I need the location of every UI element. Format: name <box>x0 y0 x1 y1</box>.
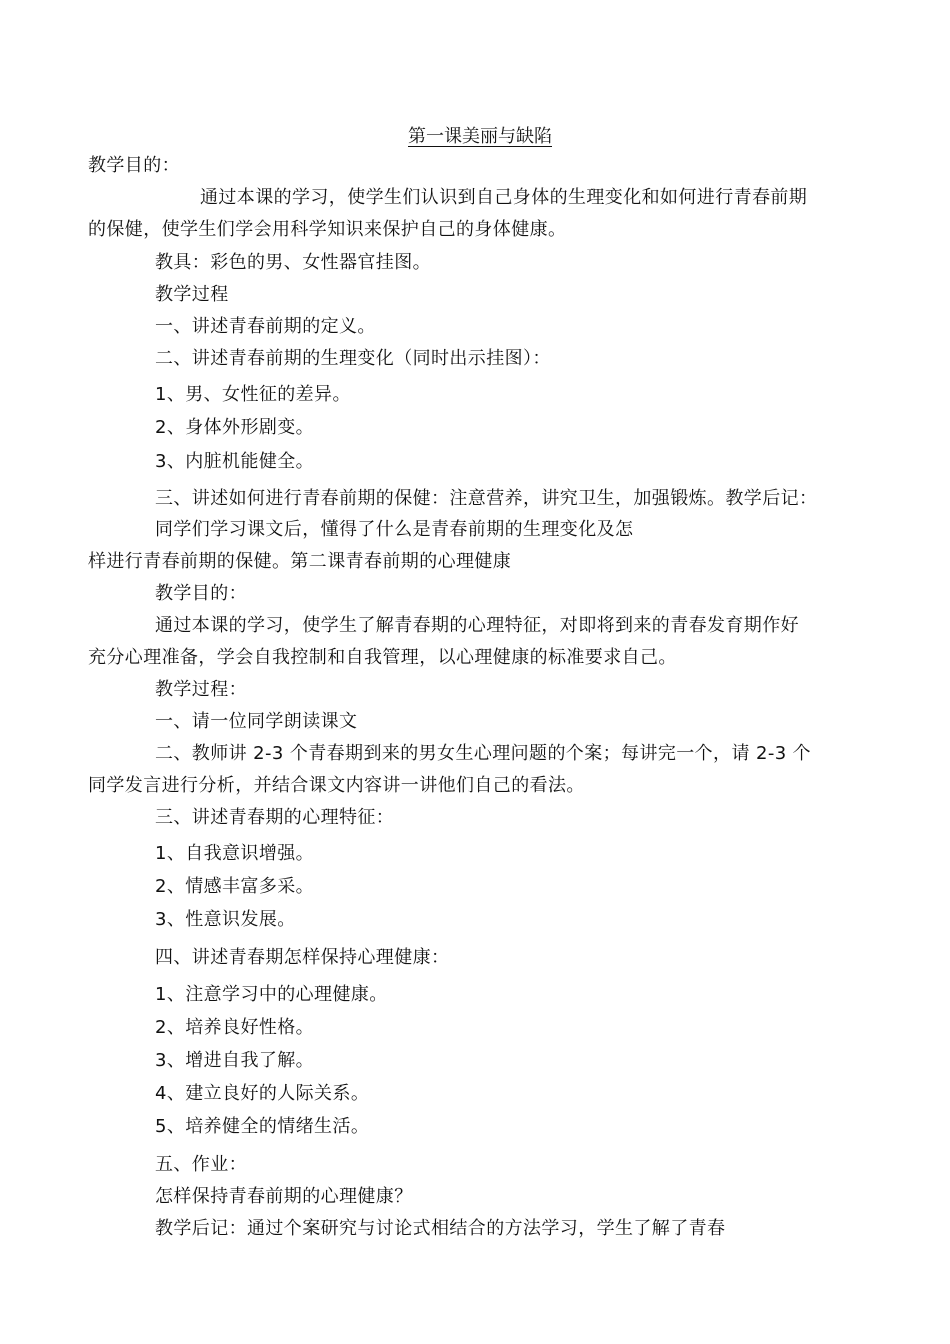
page-title: 第一课美丽与缺陷 <box>408 126 552 147</box>
text-line: 3、性意识发展。 <box>155 909 296 930</box>
text-line: 4、建立良好的人际关系。 <box>155 1083 370 1104</box>
text-line: 2、培养良好性格。 <box>155 1017 315 1038</box>
text-line: 二、讲述青春前期的生理变化（同时出示挂图）： <box>155 348 551 369</box>
text-line: 一、讲述青春前期的定义。 <box>155 316 376 337</box>
text-line: 三、讲述青春期的心理特征： <box>155 807 395 828</box>
text-line: 1、男、女性征的差异。 <box>155 384 351 405</box>
text-line: 教学目的： <box>88 155 180 176</box>
text-line: 同学们学习课文后，懂得了什么是青春前期的生理变化及怎 <box>155 519 634 540</box>
text-line: 教学后记：通过个案研究与讨论式相结合的方法学习，学生了解了青春 <box>155 1218 726 1239</box>
text-line: 3、内脏机能健全。 <box>155 451 315 472</box>
text-line: 样进行青春前期的保健。第二课青春前期的心理健康 <box>88 551 512 572</box>
text-line: 教具：彩色的男、女性器官挂图。 <box>155 252 431 273</box>
text-line: 教学过程： <box>155 679 247 700</box>
text-line: 五、作业： <box>155 1154 247 1175</box>
text-line: 充分心理准备，学会自我控制和自我管理，以心理健康的标准要求自己。 <box>88 647 677 668</box>
text-line: 三、讲述如何进行青春前期的保健：注意营养，讲究卫生，加强锻炼。教学后记： <box>155 488 818 509</box>
text-line: 2、身体外形剧变。 <box>155 417 315 438</box>
text-line: 5、培养健全的情绪生活。 <box>155 1116 370 1137</box>
text-line: 通过本课的学习，使学生们认识到自己身体的生理变化和如何进行青春前期 <box>200 187 808 208</box>
text-line: 1、注意学习中的心理健康。 <box>155 984 388 1005</box>
text-line: 怎样保持青春前期的心理健康？ <box>155 1186 413 1207</box>
text-line: 的保健，使学生们学会用科学知识来保护自己的身体健康。 <box>88 219 567 240</box>
text-line: 同学发言进行分析，并结合课文内容讲一讲他们自己的看法。 <box>88 775 585 796</box>
text-line: 二、教师讲 2-3 个青春期到来的男女生心理问题的个案；每讲完一个，请 2-3 个 <box>155 743 812 764</box>
text-line: 教学过程 <box>155 284 229 305</box>
text-line: 通过本课的学习，使学生了解青春期的心理特征，对即将到来的青春发育期作好 <box>155 615 799 636</box>
text-line: 四、讲述青春期怎样保持心理健康： <box>155 947 450 968</box>
text-line: 3、增进自我了解。 <box>155 1050 315 1071</box>
text-line: 1、自我意识增强。 <box>155 843 315 864</box>
text-line: 2、情感丰富多采。 <box>155 876 315 897</box>
text-line: 教学目的： <box>155 583 247 604</box>
text-line: 一、请一位同学朗读课文 <box>155 711 358 732</box>
